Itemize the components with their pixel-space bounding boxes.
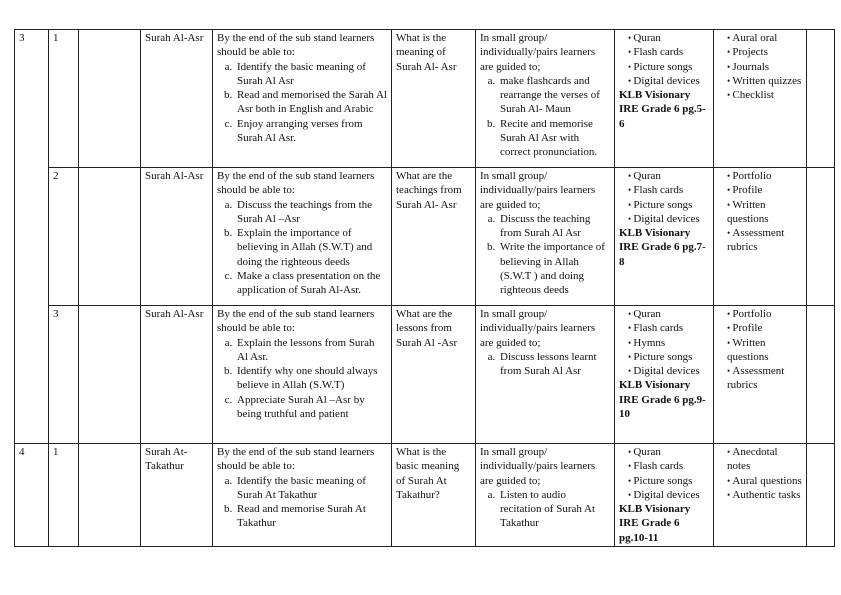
resource-item: • Digital devices	[628, 488, 709, 502]
assessment-item: • Projects	[727, 45, 802, 59]
outcome-item: b. Explain the importance of believing in Allah (S.W.T) and doing the righteous deeds	[235, 226, 387, 269]
inquiry-question: What is the meaning of Surah Al- Asr	[396, 32, 457, 73]
outcomes-intro: By the end of the sub stand learners should be able to:	[217, 446, 375, 473]
outcomes-cell	[213, 30, 392, 168]
assessment-item: • Checklist	[727, 88, 802, 102]
remarks-cell	[807, 168, 835, 306]
reference-book: KLB Visionary IRE Grade 6 pg.5-6	[619, 89, 706, 130]
resource-item: • Digital devices	[628, 74, 709, 88]
resource-item: • Picture songs	[628, 198, 709, 212]
outcome-item: c. Appreciate Surah Al –Asr by being truthful and patient	[235, 393, 387, 422]
lesson-cell	[49, 444, 79, 547]
assessment-item: • Journals	[727, 60, 802, 74]
assessment-item: • Written quizzes	[727, 74, 802, 88]
remarks-cell	[807, 444, 835, 547]
sub-strand-cell	[141, 168, 213, 306]
sub-strand: Surah Al-Asr	[145, 170, 204, 182]
learning-experiences-cell	[476, 306, 615, 444]
resource-item: • Digital devices	[628, 364, 709, 378]
experiences-intro: In small group/ individually/pairs learners are guided to;	[480, 446, 596, 487]
table-row	[15, 306, 835, 444]
sub-strand: Surah At-Takathur	[145, 446, 188, 473]
outcomes-cell	[213, 168, 392, 306]
inquiry-question-cell	[392, 306, 476, 444]
week-cell	[15, 444, 49, 547]
assessment-cell	[714, 306, 807, 444]
assessment-item: • Written questions	[727, 336, 802, 365]
resource-item: • Hymns	[628, 336, 709, 350]
outcomes-intro: By the end of the sub stand learners should be able to:	[217, 170, 375, 197]
week-cell	[15, 30, 49, 444]
resource-item: • Flash cards	[628, 321, 709, 335]
outcome-item: b. Read and memorise Surah At Takathur	[235, 502, 387, 531]
resource-item: • Flash cards	[628, 45, 709, 59]
experiences-intro: In small group/ individually/pairs learners are guided to;	[480, 308, 596, 349]
scheme-of-work-table	[14, 29, 835, 547]
outcome-item: c. Make a class presentation on the application of Surah Al-Asr.	[235, 269, 387, 298]
outcome-item: a. Explain the lessons from Surah Al Asr.	[235, 336, 387, 365]
outcome-item: a. Discuss the teachings from the Surah Al –Asr	[235, 198, 387, 227]
learning-experiences-cell	[476, 444, 615, 547]
assessment-item: • Assessment rubrics	[727, 364, 802, 393]
outcome-item: a. Identify the basic meaning of Surah Al Asr	[235, 60, 387, 89]
assessment-item: • Portfolio	[727, 307, 802, 321]
assessment-item: • Portfolio	[727, 169, 802, 183]
sub-strand-cell	[141, 30, 213, 168]
sub-strand: Surah Al-Asr	[145, 308, 204, 320]
lesson-number: 1	[53, 32, 59, 44]
experience-item: a. make flashcards and rearrange the verses of Surah Al- Maun	[498, 74, 610, 117]
table-row	[15, 30, 835, 168]
assessment-item: • Written questions	[727, 198, 802, 227]
assessment-cell	[714, 168, 807, 306]
reference-book: KLB Visionary IRE Grade 6 pg.9-10	[619, 379, 706, 421]
learning-experiences-cell	[476, 168, 615, 306]
assessment-item: • Aural questions	[727, 474, 802, 488]
week-number: 4	[19, 446, 25, 458]
resource-item: • Quran	[628, 307, 709, 321]
lesson-cell	[49, 168, 79, 306]
resources-cell	[615, 168, 714, 306]
lesson-number: 1	[53, 446, 59, 458]
strand-cell	[79, 168, 141, 306]
inquiry-question: What is the basic meaning of Surah At Takathur?	[396, 446, 460, 501]
table-row	[15, 168, 835, 306]
outcome-item: b. Read and memorised the Sarah Al Asr both in English and Arabic	[235, 88, 387, 117]
outcomes-intro: By the end of the sub stand learners should be able to:	[217, 32, 375, 59]
resources-cell	[615, 444, 714, 547]
resource-item: • Quran	[628, 31, 709, 45]
inquiry-question-cell	[392, 168, 476, 306]
experience-item: b. Recite and memorise Surah Al Asr with correct pronunciation.	[498, 117, 610, 160]
reference-book: KLB Visionary IRE Grade 6 pg.7-8	[619, 227, 706, 268]
remarks-cell	[807, 30, 835, 168]
outcome-item: a. Identify the basic meaning of Surah At Takathur	[235, 474, 387, 503]
sub-strand-cell	[141, 444, 213, 547]
table-row	[15, 444, 835, 547]
assessment-item: • Anecdotal notes	[727, 445, 802, 474]
lesson-cell	[49, 306, 79, 444]
reference-book: KLB Visionary IRE Grade 6 pg.10-11	[619, 503, 691, 544]
resource-item: • Flash cards	[628, 183, 709, 197]
strand-cell	[79, 444, 141, 547]
outcomes-intro: By the end of the sub stand learners should be able to:	[217, 308, 375, 335]
outcomes-cell	[213, 444, 392, 547]
assessment-item: • Assessment rubrics	[727, 226, 802, 255]
sub-strand-cell	[141, 306, 213, 444]
resource-item: • Flash cards	[628, 459, 709, 473]
experience-item: b. Write the importance of believing in Allah (S.W.T ) and doing righteous deeds	[498, 240, 610, 297]
assessment-item: • Aural oral	[727, 31, 802, 45]
resource-item: • Quran	[628, 445, 709, 459]
assessment-cell	[714, 444, 807, 547]
strand-cell	[79, 306, 141, 444]
strand-cell	[79, 30, 141, 168]
resource-item: • Picture songs	[628, 350, 709, 364]
lesson-number: 2	[53, 170, 59, 182]
inquiry-question-cell	[392, 30, 476, 168]
experience-item: a. Listen to audio recitation of Surah At Takathur	[498, 488, 610, 531]
assessment-cell	[714, 30, 807, 168]
week-number: 3	[19, 32, 25, 44]
sub-strand: Surah Al-Asr	[145, 32, 204, 44]
resource-item: • Quran	[628, 169, 709, 183]
outcome-item: c. Enjoy arranging verses from Surah Al Asr.	[235, 117, 387, 146]
inquiry-question-cell	[392, 444, 476, 547]
outcome-item: b. Identify why one should always believe in Allah (S.W.T)	[235, 364, 387, 393]
inquiry-question: What are the lessons from Surah Al -Asr	[396, 308, 458, 349]
assessment-item: • Profile	[727, 321, 802, 335]
resource-item: • Digital devices	[628, 212, 709, 226]
lesson-number: 3	[53, 308, 59, 320]
remarks-cell	[807, 306, 835, 444]
resources-cell	[615, 306, 714, 444]
learning-experiences-cell	[476, 30, 615, 168]
outcomes-cell	[213, 306, 392, 444]
experience-item: a. Discuss lessons learnt from Surah Al Asr	[498, 350, 610, 379]
experience-item: a. Discuss the teaching from Surah Al Asr	[498, 212, 610, 241]
assessment-item: • Profile	[727, 183, 802, 197]
inquiry-question: What are the teachings from Surah Al- Asr	[396, 170, 462, 211]
lesson-cell	[49, 30, 79, 168]
assessment-item: • Authentic tasks	[727, 488, 802, 502]
resource-item: • Picture songs	[628, 474, 709, 488]
experiences-intro: In small group/ individually/pairs learners are guided to;	[480, 32, 596, 73]
resource-item: • Picture songs	[628, 60, 709, 74]
experiences-intro: In small group/ individually/pairs learners are guided to;	[480, 170, 596, 211]
resources-cell	[615, 30, 714, 168]
